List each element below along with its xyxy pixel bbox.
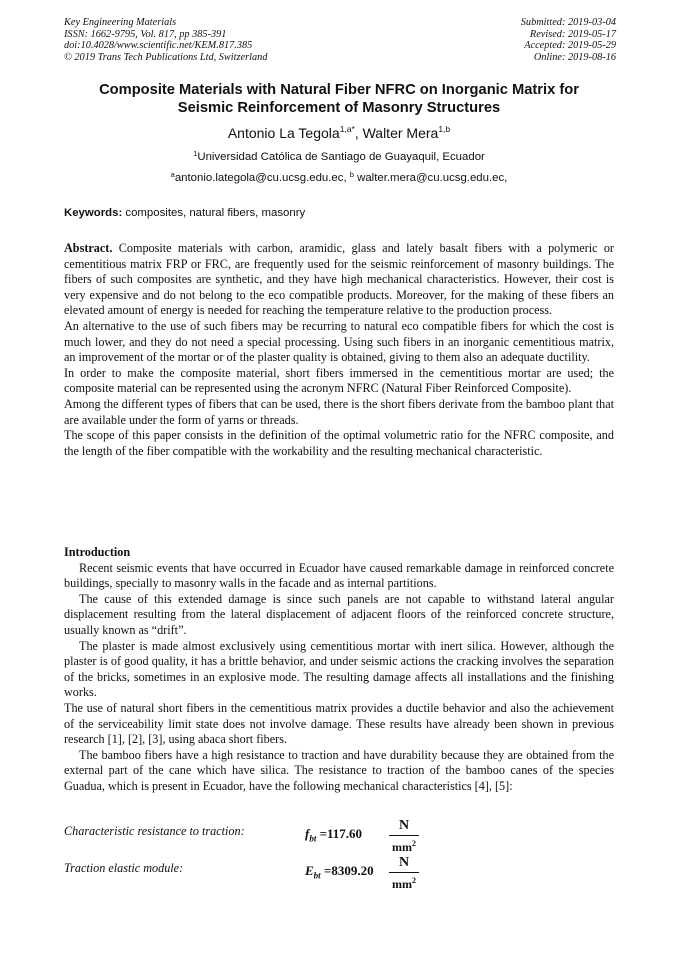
author-separator: , [354, 125, 363, 141]
introduction-heading: Introduction [64, 545, 131, 559]
equation-2-symbol: E [305, 863, 314, 878]
author-1-sup: 1,a* [339, 124, 355, 134]
paper-title [60, 81, 618, 117]
equation-2-lhs [305, 863, 374, 881]
abstract-section [64, 241, 614, 459]
keywords-text: composites, natural fibers, masonry [122, 207, 306, 219]
title-line-2: Seismic Reinforcement of Masonry Structures [177, 100, 501, 116]
intro-paragraph-1: Recent seismic events that have occurred in Ecuador have caused remarkable damage in reinforced concrete buildings, specially to masonry walls in the facade and as internal partitions. [64, 560, 614, 591]
equation-1-unit [389, 818, 419, 854]
equation-2-label: Traction elastic module: [64, 861, 184, 875]
equation-2-subscript: bt [313, 870, 321, 881]
journal-doi: doi:10.4028/www.scientific.net/KEM.817.385 [64, 40, 253, 52]
date-submitted: Submitted: 2019-03-04 [520, 17, 616, 28]
equation-1-label: Characteristic resistance to traction: [64, 824, 245, 838]
journal-issn: ISSN: 1662-9795, Vol. 817, pp 385-391 [64, 28, 227, 40]
affiliation [60, 150, 618, 164]
date-online: Online: 2019-08-16 [533, 51, 616, 63]
equation-2-unit-den [389, 874, 419, 891]
equation-1-unit-den [389, 837, 419, 854]
email-a: antonio.lategola@cu.ucsg.edu.ec, [174, 172, 350, 184]
equation-elastic-modulus [64, 855, 616, 897]
keywords [64, 206, 616, 220]
author-2-name: Walter Mera [362, 125, 439, 141]
equation-2-unit [389, 855, 419, 891]
equation-1-den-exp: 2 [412, 839, 416, 848]
equation-2-den-exp: 2 [412, 876, 416, 885]
equation-2-den-text: mm [392, 877, 412, 891]
equation-2-fraction-bar [389, 872, 419, 873]
journal-name: Key Engineering Materials [64, 17, 177, 28]
abstract-paragraph-5: The scope of this paper consists in the definition of the optimal volumetric ratio for the NFRC composite, and the length of the fiber compatible with the workability and the resulting mechanical characteristic. [64, 428, 614, 458]
equation-1-lhs [305, 826, 362, 844]
intro-paragraph-3: The plaster is made almost exclusively using cementitious mortar with inert silica. However, although the plaster is of good quality, it has a brittle behavior, and under seismic actions the cracking involves the separation of the bricks, sometimes in an explosive mode. The resulting damage affects all installations and the finishing works. [64, 638, 614, 700]
introduction-section [64, 545, 614, 795]
abstract-paragraph-1 [64, 241, 614, 319]
date-revised: Revised: 2019-05-17 [529, 28, 616, 40]
keywords-label: Keywords: [64, 207, 123, 219]
affiliation-sup: 1 [193, 149, 198, 158]
email-b-sup: b [349, 170, 354, 179]
header-left [64, 17, 267, 63]
author-1-name: Antonio La Tegola [227, 125, 340, 141]
intro-paragraph-4: The use of natural short fibers in the cementitious matrix provides a ductile behavior and also the achievement of the serviceability limit state does not involve damage. These results have already been shown in previous research [1], [2], [3], using abaca short fibers. [64, 700, 614, 747]
abstract-paragraph-2: An alternative to the use of such fibers may be recurring to natural eco compatible fibers for which the cost is much lower, and they do not need a special processing. Using such fibers in an inorganic cementitious matrix, an improvement of the mortar or of the plaster quality is obtained, giving to them also an adequate ductility. [64, 318, 614, 365]
equation-tensile-strength [64, 818, 616, 860]
equation-1-value: =117.60 [319, 826, 363, 841]
abstract-paragraph-4: Among the different types of fibers that can be used, there is the short fibers derivate from the bamboo plant that are available under the form of yarns or threads. [64, 396, 614, 427]
date-accepted: Accepted: 2019-05-29 [524, 40, 616, 52]
equation-1-unit-num: N [398, 818, 410, 833]
equation-1-den-text: mm [392, 840, 412, 854]
author-emails [60, 171, 618, 185]
affiliation-text: Universidad Católica de Santiago de Guayaquil, Ecuador [197, 151, 485, 163]
intro-paragraph-5: The bamboo fibers have a high resistance to traction and have durability because they are obtained from the external part of the cane which have silica. The resistance to traction of the bamboo canes of the species Guadua, which is present in Ecuador, have the following mechanical characteristics [4], [5]: [64, 747, 614, 793]
email-a-sup: a [170, 170, 175, 179]
equation-2-value: =8309.20 [323, 863, 374, 878]
equation-2-unit-num: N [398, 855, 410, 870]
author-list [60, 124, 618, 142]
intro-paragraph-2: The cause of this extended damage is since such panels are not capable to withstand lateral angular displacement resulting from the lateral displacement of adjacent floors of the reinforced concrete structure, usually known as “drift”. [64, 591, 614, 637]
equation-1-symbol: f [305, 826, 310, 841]
journal-copyright: © 2019 Trans Tech Publications Ltd, Switzerland [64, 51, 268, 63]
email-b: walter.mera@cu.ucsg.edu.ec, [353, 172, 508, 184]
author-2-sup: 1,b [438, 124, 451, 134]
header-right [521, 17, 616, 63]
abstract-label: Abstract. [64, 241, 113, 255]
equation-1-fraction-bar [389, 835, 419, 836]
title-line-1: Composite Materials with Natural Fiber NFRC on Inorganic Matrix for [99, 82, 579, 98]
abstract-paragraph-3: In order to make the composite material, short fibers immersed in the cementitious mortar are used; the composite material can be represented using the acronym NFRC (Natural Fiber Reinforced Composite). [64, 365, 614, 396]
abstract-p1-text: Composite materials with carbon, aramidic, glass and lately basalt fibers with a polymeric or cementitious matrix FRP or FRC, are frequently used for the seismic reinforcement of masonry buildings. The fibers of such composites are synthetic, and they have high mechanical characteristics. However, their cost is very expensive and do not belong to the eco compatible products. Moreover, for the making of these fibers an elevated amount of energy is needed for reaching the temperature relative to the production process. [64, 241, 614, 318]
equation-1-subscript: bt [309, 833, 317, 844]
